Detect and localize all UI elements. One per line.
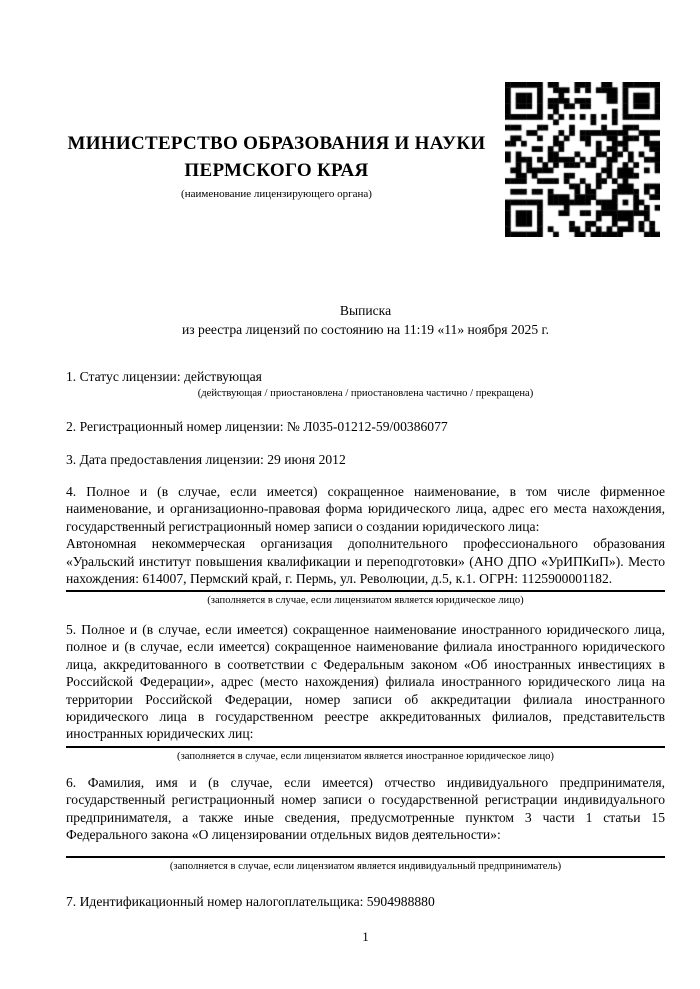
license-status-text: 1. Статус лицензии: действующая bbox=[66, 369, 262, 384]
item-taxpayer-number bbox=[66, 893, 665, 910]
ministry-name-line2: ПЕРМСКОГО КРАЯ bbox=[184, 160, 369, 181]
foreign-entity-heading: 5. Полное и (в случае, если имеется) сокращенное наименование иностранного юридического лица, полное и (в случае, если имеется) сокращенное наименование филиала иностранного юридического лица, аккредитованного в соответствии с Федеральным законом «Об иностранных инвестициях в Российской Федерации», адрес (место нахождения) филиала иностранного юридического лица на территории Российской Федерации, номер записи об аккредитации филиала иностранного юридического лица в государственном реестре аккредитованных филиалов, представительств иностранных юридических лиц: bbox=[66, 622, 665, 742]
item-legal-entity bbox=[66, 483, 665, 607]
individual-entrepreneur-rule-caption: (заполняется в случае, если лицензиатом является индивидуальный предприниматель) bbox=[169, 860, 562, 872]
item-foreign-entity bbox=[66, 621, 665, 763]
document-header bbox=[66, 130, 487, 201]
foreign-entity-rule-caption: (заполняется в случае, если лицензиатом является иностранное юридическое лицо) bbox=[177, 750, 554, 762]
item-license-status bbox=[66, 368, 665, 400]
legal-entity-heading: 4. Полное и (в случае, если имеется) сокращенное наименование, в том числе фирменное наименование, и организационно-правовая форма юридического лица, адрес его места нахождения, государственный регистрационный номер записи о создании юридического лица: bbox=[66, 484, 665, 534]
individual-entrepreneur-heading: 6. Фамилия, имя и (в случае, если имеется) отчество индивидуального предпринимателя, государственный регистрационный номер записи о государственной регистрации индивидуального предпринимателя, а также иные сведения, предусмотренные пунктом 3 части 1 статьи 15 Федерального закона «О лицензировании отдельных видов деятельности»: bbox=[66, 775, 665, 843]
document-title bbox=[66, 302, 665, 339]
item-registration-number bbox=[66, 418, 665, 435]
title-line1: Выписка bbox=[339, 303, 392, 318]
license-status-options-caption: (действующая / приостановлена / приостановлена частично / прекращена) bbox=[197, 388, 534, 400]
legal-entity-rule-caption: (заполняется в случае, если лицензиатом является юридическое лицо) bbox=[207, 595, 524, 607]
license-grant-date-text: 3. Дата предоставления лицензии: 29 июня 2012 bbox=[66, 452, 346, 467]
registration-number-text: 2. Регистрационный номер лицензии: № Л035-01212-59/00386077 bbox=[66, 419, 448, 434]
blank-fill-rule bbox=[66, 746, 665, 748]
qr-code bbox=[505, 82, 660, 237]
ministry-name-line1: МИНИСТЕРСТВО ОБРАЗОВАНИЯ И НАУКИ bbox=[67, 133, 486, 154]
title-line2: из реестра лицензий по состоянию на 11:19 «11» ноября 2025 г. bbox=[181, 321, 549, 337]
blank-fill-rule bbox=[66, 590, 665, 592]
legal-entity-value: Автономная некоммерческая организация дополнительного профессионального образования «Уральский институт повышения квалификации и переподготовки» (АНО ДПО «УрИПКиП»). Место нахождения: 614007, Пермский край, г. Пермь, ул. Революции, д.5, к.1. ОГРН: 1125900001182. bbox=[66, 536, 665, 587]
item-license-grant-date bbox=[66, 451, 665, 468]
item-individual-entrepreneur bbox=[66, 774, 665, 873]
page-number: 1 bbox=[362, 929, 369, 944]
licensing-authority-caption: (наименование лицензирующего органа) bbox=[181, 188, 372, 200]
blank-fill-rule bbox=[66, 856, 665, 858]
taxpayer-number-text: 7. Идентификационный номер налогоплательщика: 5904988880 bbox=[66, 894, 435, 909]
